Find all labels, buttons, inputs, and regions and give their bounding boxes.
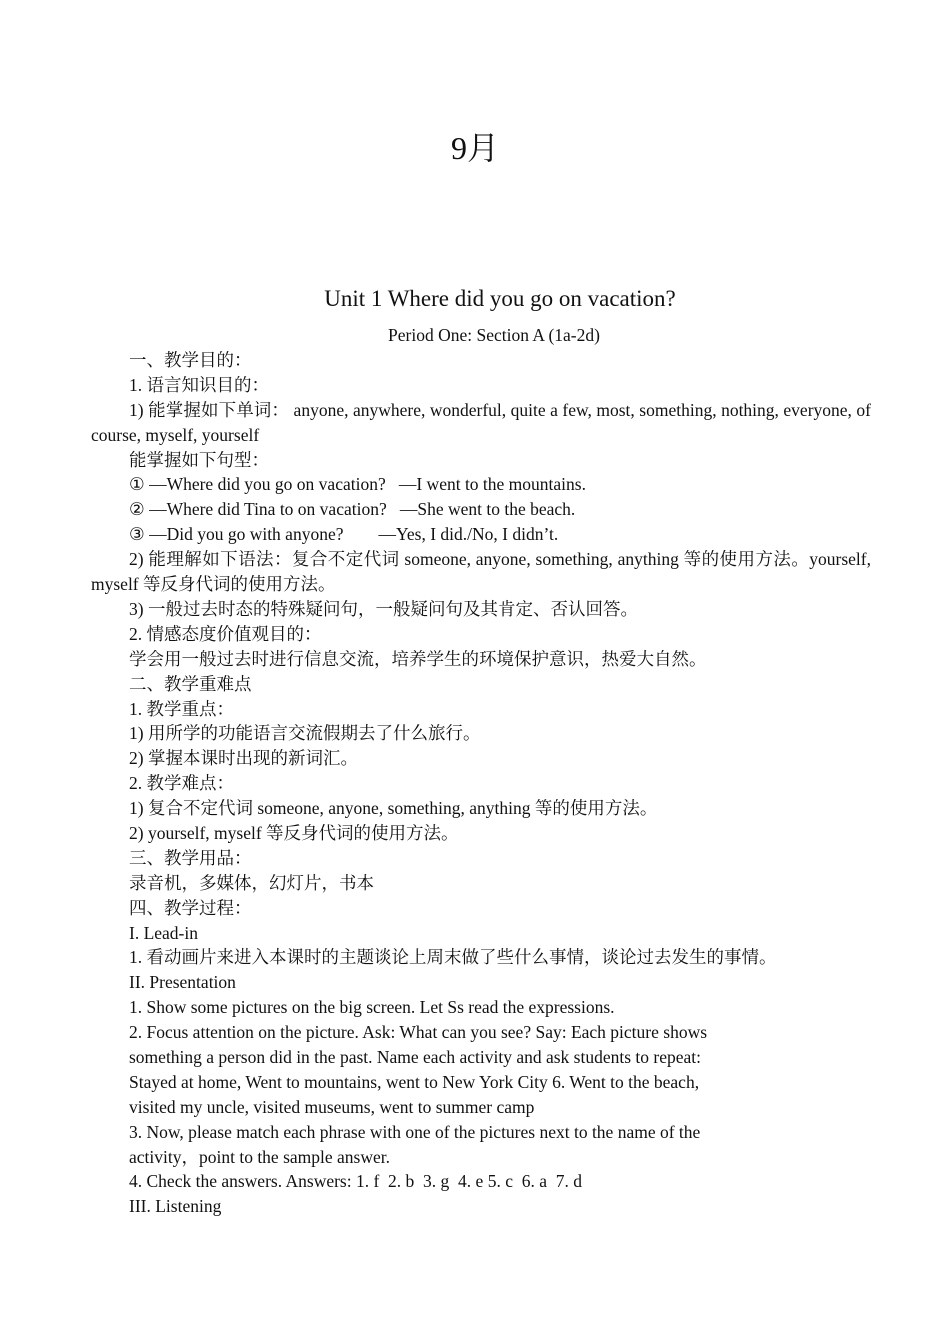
affective-objective-text: 学会用一般过去时进行信息交流，培养学生的环境保护意识，热爱大自然。 (129, 648, 707, 669)
presentation-item-4: 4. Check the answers. Answers: 1. f 2. b 3. g 4. e 5. c 6. a 7. d (129, 1171, 582, 1192)
section-heading-procedure: 四、教学过程： (129, 897, 252, 918)
key-point-2: 2) 掌握本课时出现的新词汇。 (129, 748, 358, 769)
unit-title: Unit 1 Where did you go on vacation? (324, 286, 676, 311)
subsection-difficult-points: 2. 教学难点： (129, 773, 234, 794)
section-heading-key-points: 二、教学重难点 (129, 673, 252, 694)
sentence-patterns-heading: 能掌握如下句型： (129, 449, 269, 470)
sentence-pattern-2: ② —Where did Tina to on vacation? —She went to the beach. (129, 499, 576, 520)
section-heading-objectives: 一、教学目的： (129, 350, 252, 370)
key-point-1: 1) 用所学的功能语言交流假期去了什么旅行。 (129, 723, 481, 744)
materials-text: 录音机，多媒体，幻灯片，书本 (129, 872, 374, 893)
section-heading-materials: 三、教学用品： (129, 847, 252, 868)
presentation-item-3-line-1: 3. Now, please match each phrase with one of the pictures next to the name of the (129, 1121, 701, 1142)
period-title: Period One: Section A (1a-2d) (388, 325, 600, 345)
sentence-pattern-1: ① —Where did you go on vacation? —I went to the mountains. (129, 474, 586, 495)
subsection-language-objectives: 1. 语言知识目的： (129, 374, 269, 395)
presentation-item-1: 1. Show some pictures on the big screen. Let Ss read the expressions. (129, 997, 615, 1018)
grammar-paragraph: 2) 能理解如下语法：复合不定代词 someone, anyone, something, anything 等的使用方法。yourself, myself 等反身代词的使用方法。 (91, 549, 871, 595)
presentation-item-2-line-1: 2. Focus attention on the picture. Ask: What can you see? Say: Each picture shows (129, 1022, 708, 1043)
vocabulary-paragraph: 1) 能掌握如下单词： anyone, anywhere, wonderful, quite a few, most, something, nothing, everyone, of course, myself, yourself (91, 399, 871, 445)
step-listening: III. Listening (129, 1196, 222, 1217)
step-presentation: II. Presentation (129, 972, 236, 993)
lead-in-item-1: 1. 看动画片来进入本课时的主题谈论上周末做了些什么事情，谈论过去发生的事情。 (129, 947, 777, 968)
month-title: 9月 (450, 130, 499, 166)
presentation-item-2-line-4: visited my uncle, visited museums, went to summer camp (129, 1096, 535, 1117)
difficult-point-2: 2) yourself, myself 等反身代词的使用方法。 (129, 822, 459, 843)
lesson-plan-body (91, 348, 871, 1219)
subsection-affective-objectives: 2. 情感态度价值观目的： (129, 623, 322, 644)
presentation-item-2-line-2: something a person did in the past. Name each activity and ask students to repeat: (129, 1047, 701, 1067)
difficult-point-1: 1) 复合不定代词 someone, anyone, something, anything 等的使用方法。 (129, 798, 658, 819)
presentation-item-3-line-2: activity，point to the sample answer. (129, 1146, 390, 1167)
subsection-key-points: 1. 教学重点： (129, 698, 234, 719)
sentence-pattern-3: ③ —Did you go with anyone? —Yes, I did./No, I didn’t. (129, 524, 559, 545)
step-lead-in: I. Lead-in (129, 922, 198, 943)
grammar-item-3: 3) 一般过去时态的特殊疑问句，一般疑问句及其肯定、否认回答。 (129, 598, 638, 619)
presentation-item-2-line-3: Stayed at home, Went to mountains, went to New York City 6. Went to the beach, (129, 1071, 700, 1092)
